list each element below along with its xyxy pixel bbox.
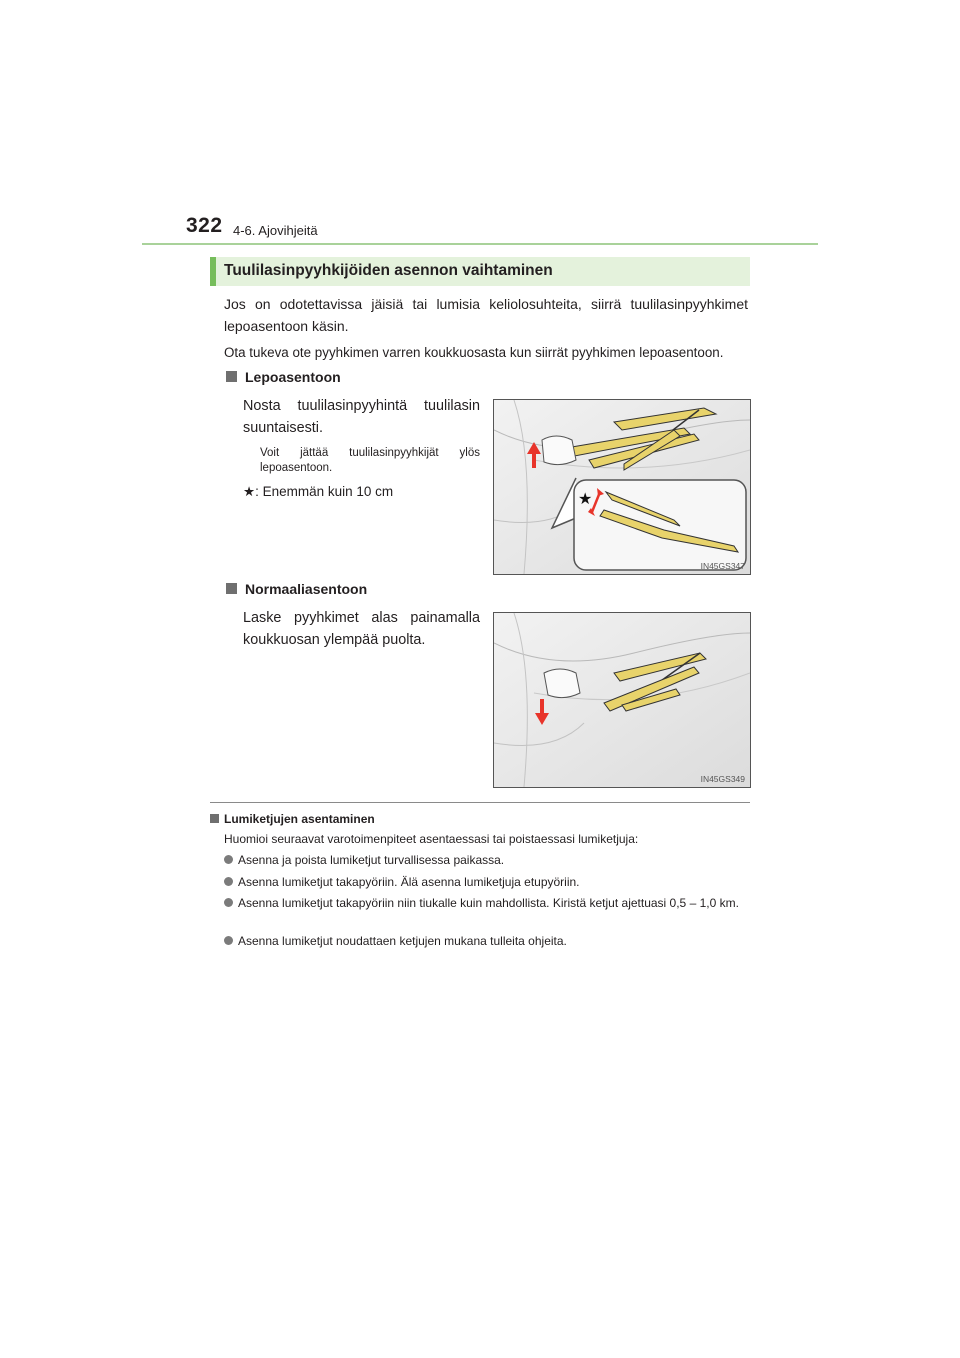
- rest-position-figure: [493, 399, 751, 575]
- bullet-dot-icon: [224, 936, 233, 945]
- rest-position-heading: [226, 369, 341, 385]
- list-item: Asenna lumiketjut takapyöriin niin tiukalle kuin mahdollista. Kiristä ketjut ajettuasi 0,5 – 1,0 km.: [224, 895, 764, 911]
- banner-accent-bar: [210, 257, 216, 286]
- list-item: Asenna ja poista lumiketjut turvallisessa paikassa.: [224, 852, 750, 868]
- rest-position-heading-text: Lepoasentoon: [245, 369, 341, 385]
- figure-id: IN45GS347: [700, 561, 745, 571]
- star-icon: ★: [243, 484, 256, 499]
- intro-paragraph-2: Ota tukeva ote pyyhkimen varren koukkuosasta kun siirrät pyyhkimen lepoasentoon.: [224, 345, 724, 360]
- wiper-lower-illustration: [494, 613, 750, 787]
- rest-position-note: Voit jättää tuulilasinpyyhkijät ylös lepoasentoon.: [260, 447, 480, 474]
- list-item: Asenna lumiketjut takapyöriin. Älä asenna lumiketjuja etupyöriin.: [224, 874, 750, 890]
- normal-position-heading: [226, 581, 367, 597]
- snow-chains-intro: Huomioi seuraavat varotoimenpiteet asentaessasi tai poistaessasi lumiketjuja:: [224, 832, 639, 846]
- snow-chains-heading: [210, 812, 375, 826]
- hand-illustration: [542, 436, 576, 465]
- normal-position-heading-text: Normaaliasentoon: [245, 581, 368, 597]
- header-rule: [142, 243, 818, 245]
- square-bullet-icon: [226, 371, 237, 382]
- normal-position-figure: [493, 612, 751, 788]
- section-title: 4-6. Ajovihjeitä: [233, 223, 318, 238]
- hand-illustration: [544, 669, 580, 698]
- bullet-dot-icon: [224, 898, 233, 907]
- bullet-dot-icon: [224, 877, 233, 886]
- wiper-raise-illustration: [494, 400, 750, 574]
- section-divider: [210, 802, 750, 803]
- square-bullet-icon: [210, 814, 219, 823]
- topic-banner: [210, 257, 750, 286]
- bullet-dot-icon: [224, 855, 233, 864]
- intro-paragraph-1: Jos on odotettavissa jäisiä tai lumisia keliolosuhteita, siirrä tuulilasinpyyhkimet lepoasentoon käsin.: [224, 296, 748, 334]
- square-bullet-icon: [226, 583, 237, 594]
- rest-position-description: Nosta tuulilasinpyyhintä tuulilasin suuntaisesti.: [243, 398, 480, 436]
- figure-id: IN45GS349: [700, 774, 745, 784]
- normal-position-description: Laske pyyhkimet alas painamalla koukkuosan ylempää puolta.: [243, 610, 480, 648]
- page-number: 322: [186, 214, 223, 237]
- banner-title: Tuulilasinpyyhkijöiden asennon vaihtaminen: [224, 262, 553, 279]
- list-item: Asenna lumiketjut noudattaen ketjujen mukana tulleita ohjeita.: [224, 933, 750, 949]
- snow-chains-heading-text: Lumiketjujen asentaminen: [224, 812, 375, 826]
- star-marker-icon: ★: [578, 489, 593, 508]
- star-legend: [243, 484, 393, 500]
- star-legend-text: : Enemmän kuin 10 cm: [255, 484, 394, 499]
